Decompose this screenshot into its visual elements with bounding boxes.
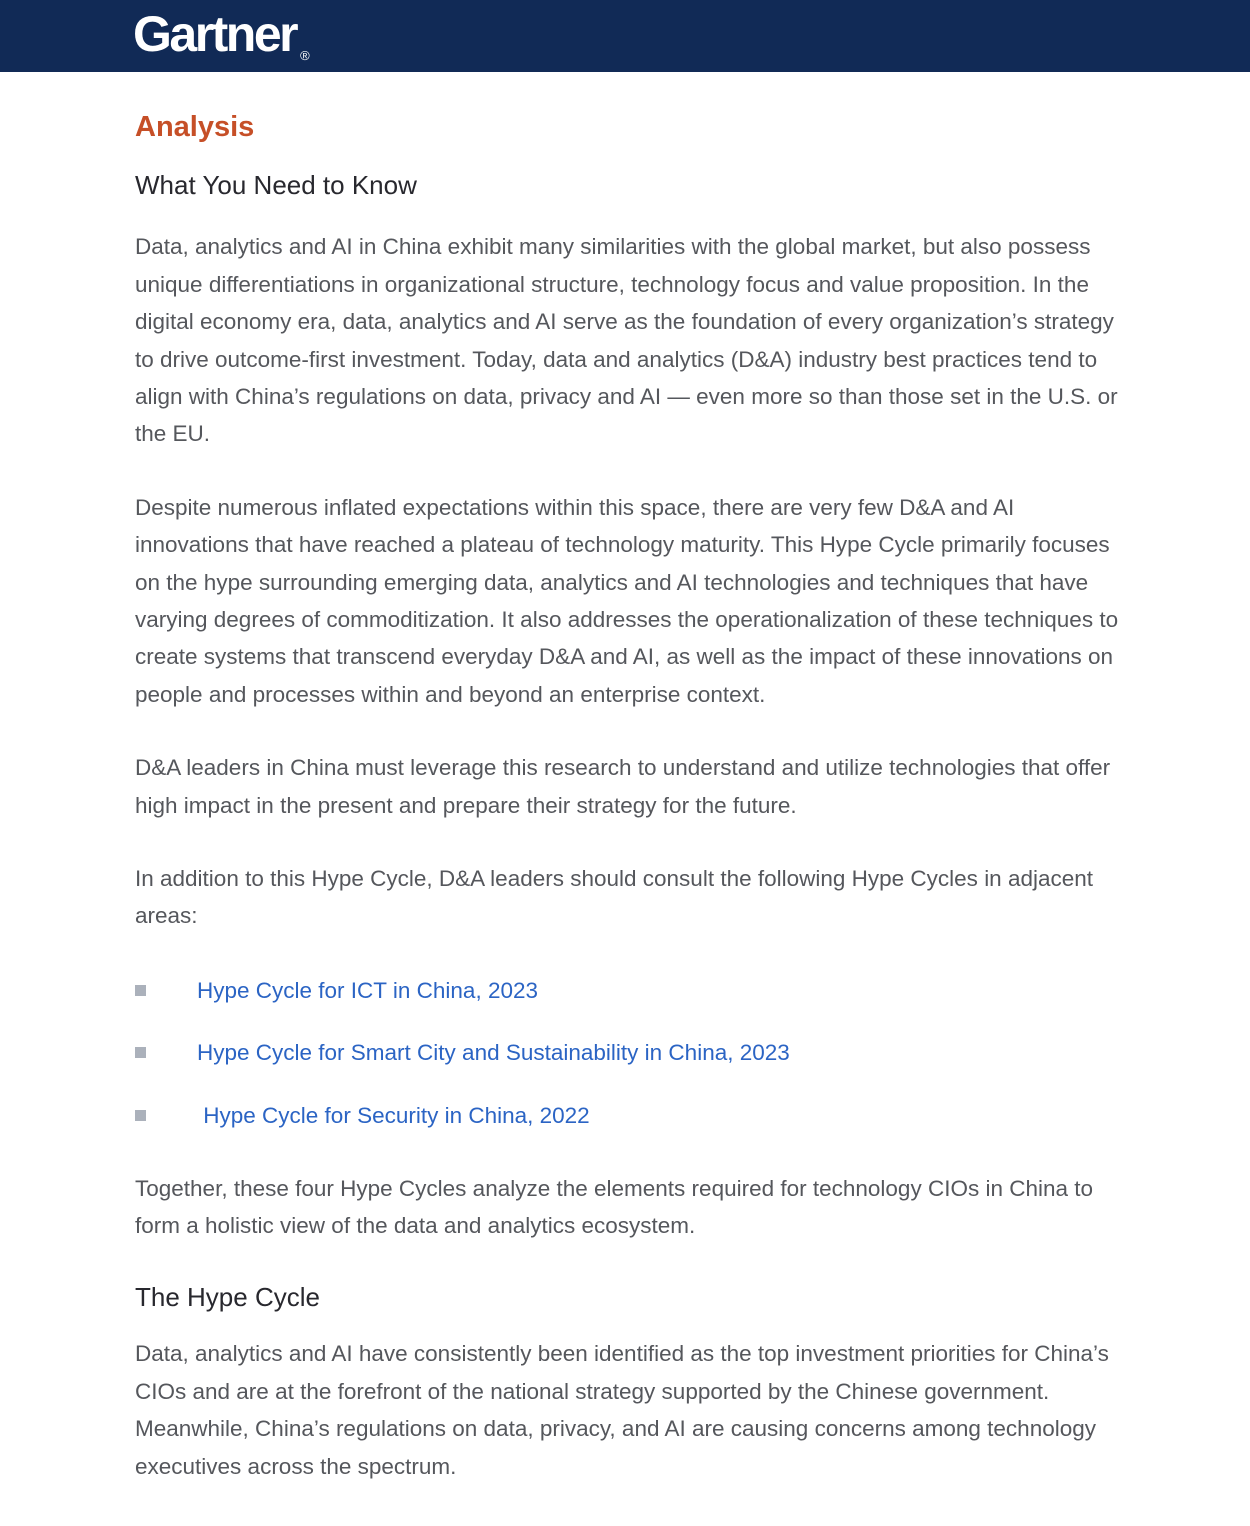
body-paragraph: Together, these four Hype Cycles analyze the elements required for technology CIOs in China to form a holistic view of the data and analytics ecosystem. — [135, 1176, 1094, 1239]
list-item — [135, 972, 1120, 1009]
registered-trademark: ® — [300, 48, 310, 63]
list-item — [135, 1097, 1120, 1134]
list-item — [135, 1034, 1120, 1071]
body-paragraph: Data, analytics and AI in China exhibit many similarities with the global market, but also possess unique differentiations in organizational structure, technology focus and value proposition. In the digital economy era, data, analytics and AI serve as the foundation of every organization’s strategy to drive outcome-first investment. Today, data and analytics (D&A) industry best practices tend to align with China’s regulations on data, privacy and AI — even more so than those set in the U.S. or the EU. — [135, 234, 1118, 447]
document-body — [0, 110, 1250, 1485]
body-paragraph: D&A leaders in China must leverage this research to understand and utilize technologies that offer high impact in the present and prepare their strategy for the future. — [135, 755, 1111, 818]
gartner-logo-text: Gartner — [133, 6, 297, 62]
gartner-logo — [133, 6, 310, 63]
body-paragraph: Despite numerous inflated expectations within this space, there are very few D&A and AI innovations that have reached a plateau of technology maturity. This Hype Cycle primarily focuses on the hype surrounding emerging data, analytics and AI technologies and techniques that have varying degrees of commoditization. It also addresses the operationalization of these techniques to create systems that transcend everyday D&A and AI, as well as the impact of these innovations on people and processes within and beyond an enterprise context. — [135, 494, 1119, 707]
the-hype-cycle-heading: The Hype Cycle — [135, 1281, 320, 1312]
body-paragraph: Data, analytics and AI have consistently been identified as the top investment priorities for China’s CIOs and are at the forefront of the national strategy supported by the Chinese government. Meanwhile, China’s regulations on data, privacy, and AI are causing concerns among technology executives across the spectrum. — [135, 1341, 1109, 1479]
body-paragraph: In addition to this Hype Cycle, D&A leaders should consult the following Hype Cycles in adjacent areas: — [135, 865, 1094, 929]
bullet-square-icon — [135, 1047, 146, 1058]
what-you-need-to-know-heading: What You Need to Know — [135, 169, 417, 200]
analysis-section-title: Analysis — [135, 111, 255, 143]
hype-cycle-smart-city-link[interactable]: Hype Cycle for Smart City and Sustainability in China, 2023 — [197, 1040, 790, 1066]
hype-cycle-links-list — [135, 972, 1120, 1134]
bullet-square-icon — [135, 985, 146, 996]
header-bar — [0, 0, 1250, 72]
hype-cycle-ict-link[interactable]: Hype Cycle for ICT in China, 2023 — [197, 977, 538, 1003]
hype-cycle-security-link[interactable]: Hype Cycle for Security in China, 2022 — [197, 1102, 590, 1128]
bullet-square-icon — [135, 1110, 146, 1121]
